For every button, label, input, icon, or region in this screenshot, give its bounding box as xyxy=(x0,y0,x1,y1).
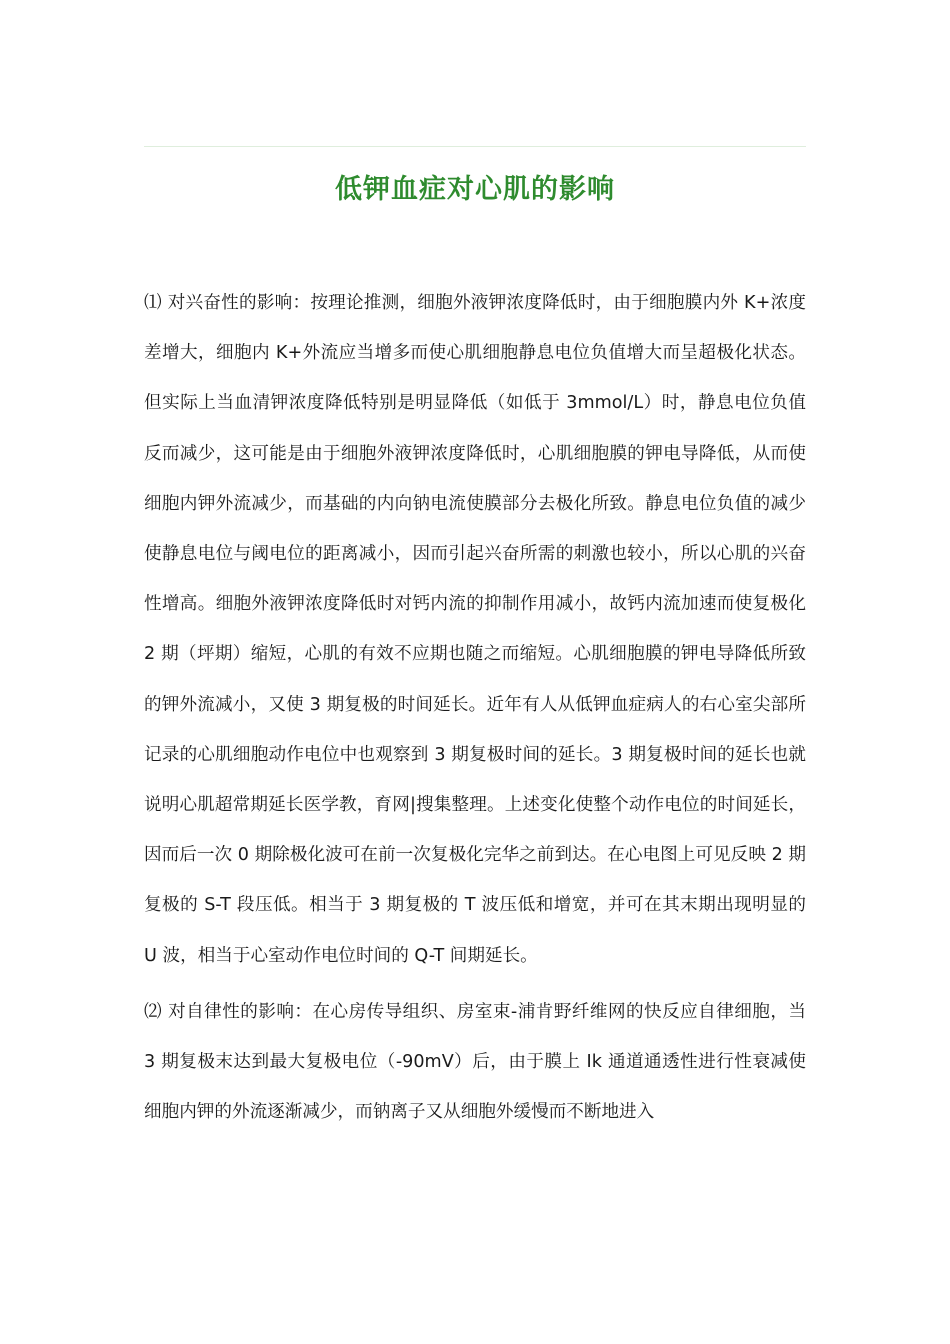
document-body xyxy=(144,278,806,1143)
paragraph-marker: ⑵ xyxy=(144,1001,163,1022)
paragraph-automaticity xyxy=(144,987,806,1138)
paragraph-marker: ⑴ xyxy=(144,293,162,313)
header-divider xyxy=(144,146,806,147)
paragraph-excitability xyxy=(144,278,806,981)
document-title: 低钾血症对心肌的影响 xyxy=(335,174,615,206)
paragraph-text: 对自律性的影响：在心房传导组织、房室束-浦肯野纤维网的快反应自律细胞，当 3 期复极末达到最大复极电位（-90mV）后，由于膜上 Ik 通道通透性进行性衰减使细胞内钾的外流逐渐减少，而钠离子又从细胞外缓慢而不断地进入 xyxy=(144,1001,806,1123)
paragraph-text: 对兴奋性的影响：按理论推测，细胞外液钾浓度降低时，由于细胞膜内外 K+浓度差增大，细胞内 K+外流应当增多而使心肌细胞静息电位负值增大而呈超极化状态。但实际上当血清钾浓度降低特别是明显降低（如低于 3mmol/L）时，静息电位负值反而减少，这可能是由于细胞外液钾浓度降低时，心肌细胞膜的钾电导降低，从而使细胞内钾外流减少，而基础的内向钠电流使膜部分去极化所致。静息电位负值的减少使静息电位与阈电位的距离减小，因而引起兴奋所需的刺激也较小，所以心肌的兴奋性增高。细胞外液钾浓度降低时对钙内流的抑制作用减小，故钙内流加速而使复极化 2 期（坪期）缩短，心肌的有效不应期也随之而缩短。心肌细胞膜的钾电导降低所致的钾外流减小，又使 3 期复极的时间延长。近年有人从低钾血症病人的右心室尖部所记录的心肌细胞动作电位中也观察到 3 期复极时间的延长。3 期复极时间的延长也就说明心肌超常期延长医学教，育网|搜集整理。上述变化使整个动作电位的时间延长，因而后一次 0 期除极化波可在前一次复极化完华之前到达。在心电图上可见反映 2 期复极的 S-T 段压低。相当于 3 期复极的 T 波压低和增宽，并可在其末期出现明显的 U 波，相当于心室动作电位时间的 Q-T 间期延长。 xyxy=(144,293,806,966)
